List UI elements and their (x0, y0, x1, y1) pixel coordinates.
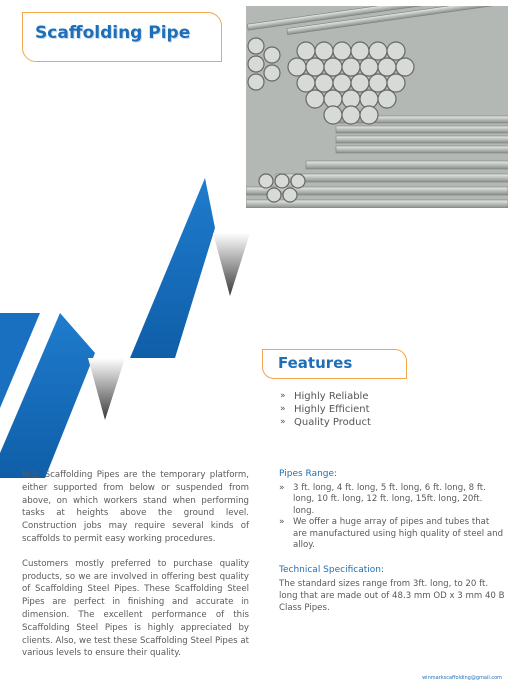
intro-paragraph-2: Customers mostly preferred to purchase quality products, so we are involved in offering best quality of Scaffolding Steel Pipes. These Scaffolding Steel Pipes are perfect in finishing and accurate in dimension. The excellent performance of this Scaffolding Steel Pipes is highly appreciated by clients. Also, we test these Scaffolding Steel Pipes at various levels to ensure their quality. (22, 558, 249, 659)
specs-column (279, 469, 505, 614)
scaffolding-pipes-photo (246, 6, 508, 208)
intro-text (22, 469, 249, 672)
technical-spec-heading: Technical Specification: (279, 565, 385, 576)
bullet-arrow-icon: » (279, 483, 285, 493)
features-list (280, 390, 371, 429)
pipes-range-heading: Pipes Range: (279, 469, 338, 479)
bullet-arrow-icon: » (280, 391, 286, 401)
features-heading-box (262, 349, 407, 379)
contact-email[interactable]: winmarkscaffolding@gmail.com (422, 675, 502, 681)
page-title: Scaffolding Pipe (35, 23, 191, 43)
list-item: » Highly Efficient (280, 404, 370, 415)
list-item: » Highly Reliable (280, 391, 369, 402)
bullet-arrow-icon: » (280, 417, 286, 427)
title-box (22, 12, 222, 62)
bullet-arrow-icon: » (280, 404, 286, 414)
bullet-arrow-icon: » (279, 517, 285, 528)
pipes-range-list (279, 483, 505, 551)
list-item: » 3 ft. long, 4 ft. long, 5 ft. long, 6 ft. long, 8 ft. long, 10 ft. long, 12 ft. long, 15ft. long, 20ft. long. (279, 483, 486, 516)
intro-paragraph-1: M.S. Scaffolding Pipes are the temporary platform, either supported from below or suspended from above, on which workers stand when performing tasks at heights above the ground level. Construction jobs may require several kinds of scaffolds to permit easy working procedures. (22, 470, 249, 544)
list-item: » We offer a huge array of pipes and tubes that are manufactured using high quality of steel and alloy. (279, 517, 504, 551)
decorative-blue-graphic (0, 178, 270, 478)
features-heading: Features (278, 354, 353, 372)
list-item: » Quality Product (280, 417, 371, 428)
technical-spec-text: The standard sizes range from 3ft. long, to 20 ft. long that are made out of 48.3 mm OD x 3 mm 40 B Class Pipes. (279, 579, 505, 614)
pipes-illustration (246, 6, 508, 208)
